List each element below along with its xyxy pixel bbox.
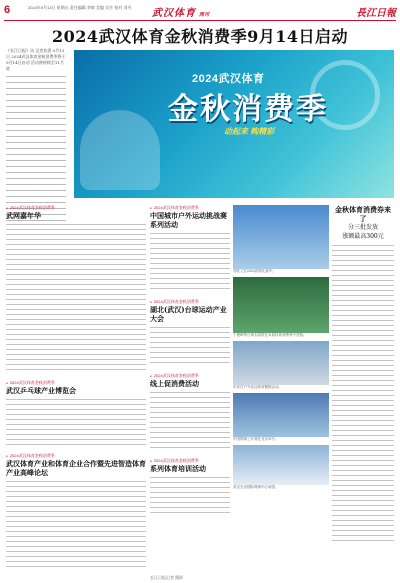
article-body [150,390,230,450]
article-title: 湖北(武汉)台球运动产业大会 [150,305,227,323]
photo [233,277,329,338]
article-body [6,479,146,569]
banner-subtitle: 2024武汉体育 [192,73,265,85]
section-title: 武汉体育 周刊 [152,8,210,19]
tennis-event-image [233,393,329,437]
photo [233,393,329,442]
article-title: 武网嘉年华 [6,211,41,220]
outdoor-sports-image [233,341,329,385]
right-column [332,205,394,543]
article-title: 武汉体育产业和体育企业合作暨先进智造体育产业高峰论坛 [6,459,146,477]
banner-slogan: 动起来 购精彩 [224,127,275,136]
voucher-subtitle-2: 涨额最高300元 [342,233,384,240]
article-tag: ● 2024武汉体育金秋消费季 [150,458,230,464]
article [6,205,146,372]
photo-caption: 市民在户外参加体育锻炼活动。 [233,385,282,389]
photo [233,205,329,274]
article-tag: ● 2024武汉体育金秋消费季 [150,299,230,305]
photo-caption: 中国网球公开赛在北京举行。 [233,437,279,441]
middle-column [150,205,230,523]
photo-caption: 郑钦文在2024武网比赛中。 [233,269,276,273]
article-title: 线上促消费活动 [150,379,199,388]
article [150,205,230,291]
event-banner [74,50,394,198]
article-tag: ● 2024武汉体育金秋消费季 [150,205,230,211]
page-header [4,2,396,21]
stadium-image [233,445,329,485]
athlete-figure [80,110,160,190]
photo-caption: 武汉光谷国际网球中心场馆。 [233,485,279,489]
banner-title: 金秋消费季 [168,92,328,127]
article-body [6,397,146,445]
voucher-subtitle-1: 分三批发放 [347,224,378,231]
article [150,299,230,365]
intro-text: 《长江日报》讯 记者获悉 9月13日 2024武汉体育金秋消费季将于9月14日启动 活动将持续至11月底 [6,48,66,71]
article-body [150,475,230,515]
photo-column [233,205,329,493]
article-tag: ● 2024武汉体育金秋消费季 [150,373,230,379]
tennis-player-image [233,205,329,269]
photo [233,445,329,490]
photo-caption: 丁俊晖等台球名将将在本届体育消费季中亮相。 [233,333,307,337]
section-subtitle: 周刊 [199,12,210,18]
article-tag: ● 2024武汉体育金秋消费季 [6,205,146,211]
article [6,380,146,445]
left-column [6,205,146,577]
article [6,453,146,569]
voucher-body [332,243,394,543]
main-headline: 2024武汉体育金秋消费季9月14日启动 [52,27,348,46]
article [150,373,230,450]
page-footer: 长江日报记者 摄影 [150,575,184,580]
article-body [150,325,230,365]
article-body [6,222,146,372]
page-number: 6 [4,4,11,16]
article-title: 武汉乒乓球产业博览会 [6,386,76,395]
article-tag: ● 2024武汉体育金秋消费季 [6,453,146,459]
photo [233,341,329,390]
voucher-title: 金秋体育消费券来了 [335,205,391,223]
article-title: 系列体育培训活动 [150,464,206,473]
article-body [150,231,230,291]
masthead-logo: 長江日報 [356,8,396,19]
header-meta: 2024年9月13日 星期五 责任编辑 李敏 美编 吴芳 校对 刘丹 [28,5,132,10]
article [150,458,230,515]
article-title: 中国城市户外运动挑战赛系列活动 [150,211,227,229]
snooker-player-image [233,277,329,333]
article-tag: ● 2024武汉体育金秋消费季 [6,380,146,386]
